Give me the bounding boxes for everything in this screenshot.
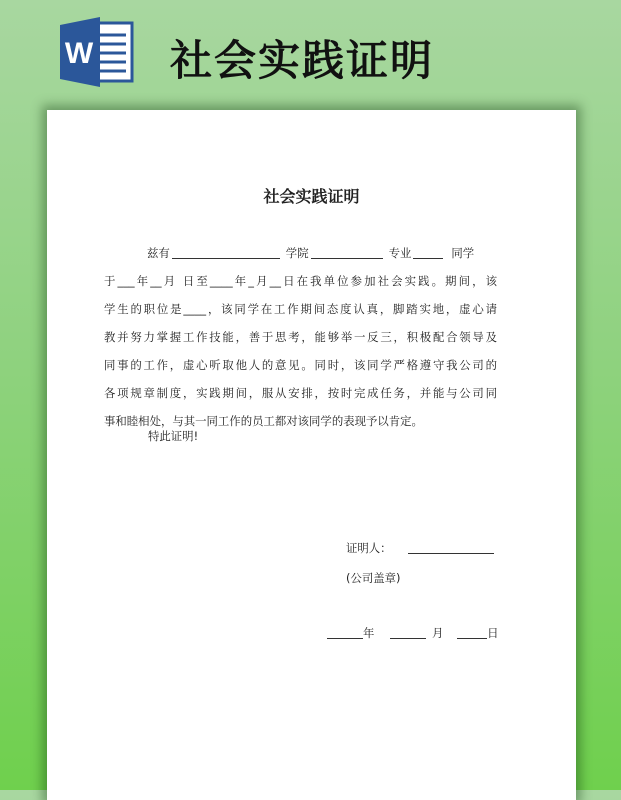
- college-blank[interactable]: [311, 245, 383, 259]
- body-line-4: 教并努力掌握工作技能，善于思考，能够举一反三，积极配合领导及: [104, 330, 497, 344]
- body-line-3: 学生的职位是____，该同学在工作期间态度认真，脚踏实地，虚心请: [104, 302, 497, 316]
- header-banner: [0, 0, 621, 100]
- year-blank[interactable]: [327, 625, 363, 639]
- document-body: [104, 239, 497, 435]
- body-line-5: 同事的工作，虚心听取他人的意见。同时，该同学严格遵守我公司的: [104, 358, 497, 372]
- name-blank[interactable]: [172, 245, 280, 259]
- date-row: [327, 625, 498, 641]
- signature-label: 证明人：: [346, 541, 392, 555]
- month-label: 月: [432, 626, 444, 640]
- company-seal-note: (公司盖章): [346, 571, 401, 585]
- word-icon: [60, 17, 134, 87]
- body-line-2: 于___年__月 日至____年_月__日在我单位参加社会实践。期间，该: [104, 274, 497, 288]
- body-line-6: 各项规章制度，实践期间，服从安排，按时完成任务，并能与公司同: [104, 386, 497, 400]
- document-page: [47, 110, 576, 800]
- day-label: 日: [487, 626, 499, 640]
- body-line-1: 兹有 学院 专业 同学: [147, 246, 475, 260]
- header-title: 社会实践证明: [170, 36, 435, 85]
- year-label: 年: [363, 626, 375, 640]
- closing-text: 特此证明!: [148, 429, 199, 443]
- signature-blank[interactable]: [408, 540, 494, 554]
- body-line-7: 事和睦相处，与其一同工作的员工都对该同学的表现予以肯定。: [104, 414, 423, 428]
- document-title: 社会实践证明: [263, 187, 360, 206]
- day-blank[interactable]: [457, 625, 487, 639]
- major-blank[interactable]: [413, 245, 443, 259]
- month-blank[interactable]: [390, 625, 426, 639]
- svg-text:W: W: [64, 37, 94, 70]
- signature-row: [346, 540, 494, 556]
